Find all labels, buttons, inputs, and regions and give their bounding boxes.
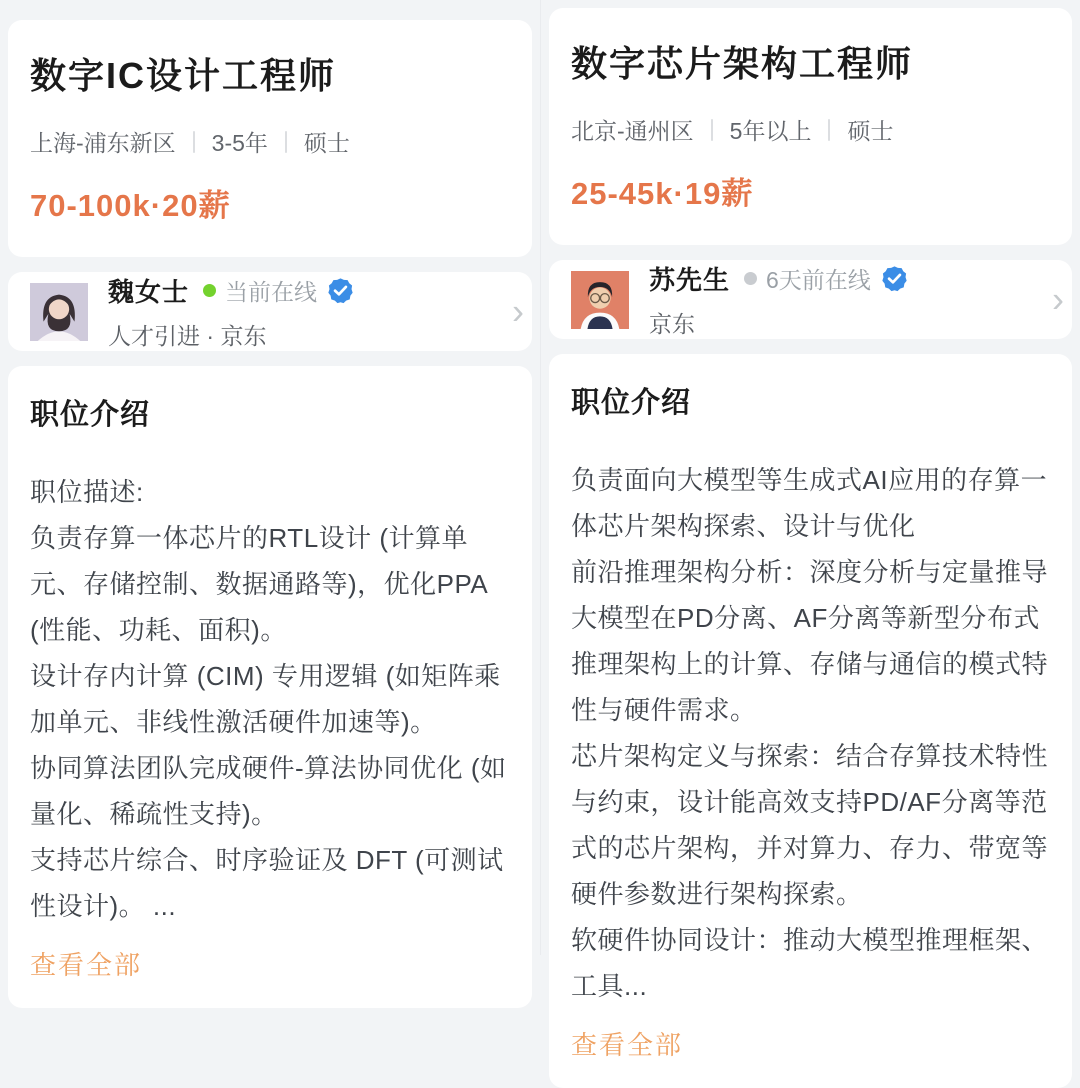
recruiter-name: 魏女士	[108, 277, 190, 307]
recruiter-avatar	[30, 283, 88, 341]
verified-shield-icon	[327, 277, 354, 304]
job-meta	[30, 125, 510, 158]
recruiter-name: 苏先生	[649, 265, 731, 295]
recruiter-subtitle: 人才引进 · 京东	[108, 323, 267, 349]
job-title: 数字IC设计工程师	[30, 55, 337, 96]
job-experience: 3-5年	[211, 130, 268, 156]
recruiter-info	[649, 260, 1050, 339]
job-title: 数字芯片架构工程师	[571, 43, 914, 84]
job-salary: 70-100k·20薪	[30, 188, 231, 223]
description-paragraph: 职位描述:	[30, 477, 144, 507]
view-all-link[interactable]: 查看全部	[571, 1030, 684, 1060]
online-status-text: 6天前在线	[766, 267, 871, 293]
job-salary: 25-45k·19薪	[571, 176, 754, 211]
description-paragraph: 前沿推理架构分析：深度分析与定量推导大模型在PD分离、AF分离等新型分布式推理架构上的计算、存储与通信的模式特性与硬件需求。	[571, 557, 1049, 725]
recruiter-avatar	[571, 271, 629, 329]
online-status-text: 当前在线	[225, 279, 318, 305]
job-education: 硕士	[303, 130, 350, 156]
job-meta	[571, 113, 1050, 146]
job-experience: 5年以上	[729, 118, 812, 144]
description-paragraph: 负责面向大模型等生成式AI应用的存算一体芯片架构探索、设计与优化	[571, 465, 1048, 541]
recruiter-subtitle: 京东	[649, 311, 695, 337]
meta-divider	[828, 119, 830, 141]
section-title: 职位介绍	[30, 399, 151, 431]
job-education: 硕士	[847, 118, 894, 144]
meta-divider	[285, 131, 287, 153]
chevron-right-icon[interactable]: ›	[512, 289, 524, 331]
meta-divider	[193, 131, 195, 153]
job-description-card	[549, 354, 1072, 1088]
job-description-card	[8, 366, 532, 1008]
online-status-dot	[203, 284, 216, 297]
description-paragraph: 芯片架构定义与探索：结合存算技术特性与约束，设计能高效支持PD/AF分离等范式的芯片架构，并对算力、存力、带宽等硬件参数进行架构探索。	[571, 741, 1049, 909]
job-location: 北京-通州区	[571, 118, 694, 144]
description-paragraph: 软硬件协同设计：推动大模型推理框架、工具...	[571, 925, 1049, 1001]
job-location: 上海-浦东新区	[30, 130, 176, 156]
job-column-right	[540, 0, 1080, 1060]
description-paragraph: 支持芯片综合、时序验证及 DFT (可测试性设计)。 ...	[30, 845, 504, 921]
meta-divider	[711, 119, 713, 141]
view-all-link[interactable]: 查看全部	[30, 950, 143, 980]
section-title: 职位介绍	[571, 387, 692, 419]
verified-shield-icon	[881, 265, 908, 292]
description-paragraph: 协同算法团队完成硬件-算法协同优化 (如量化、稀疏性支持)。	[30, 753, 507, 829]
description-body	[30, 469, 510, 929]
offline-status-dot	[744, 272, 757, 285]
job-header-card[interactable]	[8, 20, 532, 257]
description-paragraph: 负责存算一体芯片的RTL设计 (计算单元、存储控制、数据通路等)，优化PPA (性能、功耗、面积)。	[30, 523, 487, 645]
recruiter-card[interactable]	[549, 260, 1072, 339]
description-body	[571, 457, 1050, 1009]
chevron-right-icon[interactable]: ›	[1052, 277, 1064, 319]
recruiter-card[interactable]	[8, 272, 532, 351]
description-paragraph: 设计存内计算 (CIM) 专用逻辑 (如矩阵乘加单元、非线性激活硬件加速等)。	[30, 661, 501, 737]
woman-avatar-icon	[30, 283, 88, 341]
man-avatar-icon	[571, 271, 629, 329]
job-header-card[interactable]	[549, 8, 1072, 245]
recruiter-info	[108, 272, 510, 351]
job-column-left	[0, 0, 540, 980]
